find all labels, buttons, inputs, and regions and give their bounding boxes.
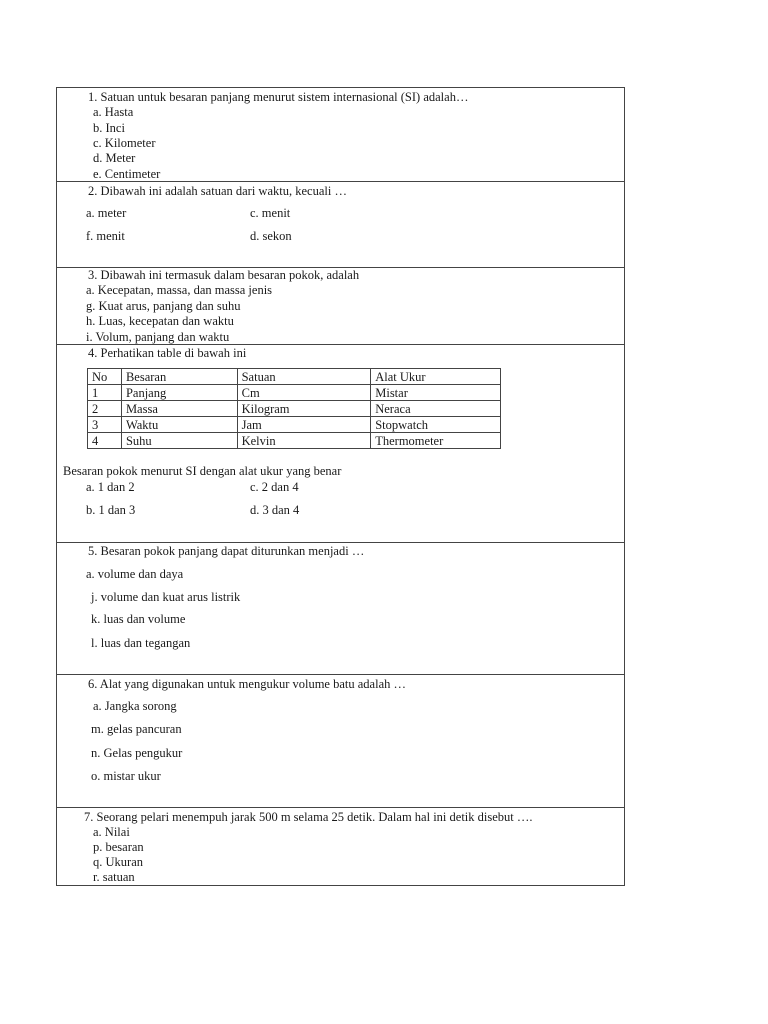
table-header-cell: No — [88, 369, 122, 385]
answer-option: i. Volum, panjang dan waktu — [86, 330, 230, 344]
answer-option: o. mistar ukur — [91, 769, 161, 783]
question-4 — [57, 345, 624, 543]
table-row — [88, 433, 501, 449]
answer-option: p. besaran — [93, 840, 144, 854]
answer-option: d. Meter — [93, 151, 136, 165]
answer-option: h. Luas, kecepatan dan waktu — [86, 314, 234, 328]
answer-option: c. menit — [250, 206, 291, 220]
answer-option: e. Centimeter — [93, 167, 161, 181]
table-cell: Panjang — [121, 385, 237, 401]
question-prompt: Besaran pokok menurut SI dengan alat ukur yang benar — [63, 464, 342, 478]
table-cell: 2 — [88, 401, 122, 417]
answer-option: c. Kilometer — [93, 136, 156, 150]
table-cell: 4 — [88, 433, 122, 449]
question-stem: 7. Seorang pelari menempuh jarak 500 m selama 25 detik. Dalam hal ini detik disebut …. — [84, 810, 533, 824]
table-cell: Jam — [237, 417, 371, 433]
answer-option: a. volume dan daya — [86, 567, 184, 581]
table-header-cell: Alat Ukur — [371, 369, 501, 385]
question-1 — [57, 88, 624, 182]
answer-option: b. Inci — [93, 121, 125, 135]
question-5 — [57, 543, 624, 675]
question-7 — [57, 808, 624, 885]
answer-option: f. menit — [86, 229, 125, 243]
answer-option: a. 1 dan 2 — [86, 480, 135, 494]
table-cell: Kilogram — [237, 401, 371, 417]
answer-option: d. sekon — [250, 229, 292, 243]
question-stem: 2. Dibawah ini adalah satuan dari waktu, kecuali … — [88, 184, 347, 198]
answer-option: j. volume dan kuat arus listrik — [91, 590, 241, 604]
question-stem: 5. Besaran pokok panjang dapat diturunkan menjadi … — [88, 544, 365, 558]
table-cell: 1 — [88, 385, 122, 401]
table-row — [88, 385, 501, 401]
table-cell: Neraca — [371, 401, 501, 417]
question-3 — [57, 268, 624, 345]
answer-option: q. Ukuran — [93, 855, 143, 869]
answer-option: a. Jangka sorong — [93, 699, 177, 713]
answer-option: a. Nilai — [93, 825, 130, 839]
question-2 — [57, 182, 624, 268]
table-cell: Suhu — [121, 433, 237, 449]
table-cell: Mistar — [371, 385, 501, 401]
table-cell: Kelvin — [237, 433, 371, 449]
answer-option: c. 2 dan 4 — [250, 480, 299, 494]
table-cell: Stopwatch — [371, 417, 501, 433]
answer-option: n. Gelas pengukur — [91, 746, 183, 760]
answer-option: g. Kuat arus, panjang dan suhu — [86, 299, 241, 313]
table-row — [88, 417, 501, 433]
table-cell: Waktu — [121, 417, 237, 433]
question-stem: 3. Dibawah ini termasuk dalam besaran pokok, adalah — [88, 268, 360, 282]
answer-option: l. luas dan tegangan — [91, 636, 191, 650]
answer-option: m. gelas pancuran — [91, 722, 182, 736]
question-6 — [57, 675, 624, 808]
answer-option: a. Hasta — [93, 105, 134, 119]
table-cell: Massa — [121, 401, 237, 417]
answer-option: a. Kecepatan, massa, dan massa jenis — [86, 283, 273, 297]
answer-option: a. meter — [86, 206, 127, 220]
table-header-row — [88, 369, 501, 385]
answer-option: b. 1 dan 3 — [86, 503, 136, 517]
table-row — [88, 401, 501, 417]
answer-option: k. luas dan volume — [91, 612, 186, 626]
quiz-sheet — [56, 87, 625, 886]
table-cell: Cm — [237, 385, 371, 401]
question-stem: 1. Satuan untuk besaran panjang menurut sistem internasional (SI) adalah… — [88, 90, 469, 104]
table-cell: 3 — [88, 417, 122, 433]
data-table — [87, 368, 501, 449]
question-stem: 4. Perhatikan table di bawah ini — [88, 346, 247, 360]
table-header-cell: Besaran — [121, 369, 237, 385]
table-header-cell: Satuan — [237, 369, 371, 385]
answer-option: d. 3 dan 4 — [250, 503, 300, 517]
question-stem: 6. Alat yang digunakan untuk mengukur volume batu adalah … — [88, 677, 406, 691]
answer-option: r. satuan — [93, 870, 135, 884]
table-cell: Thermometer — [371, 433, 501, 449]
